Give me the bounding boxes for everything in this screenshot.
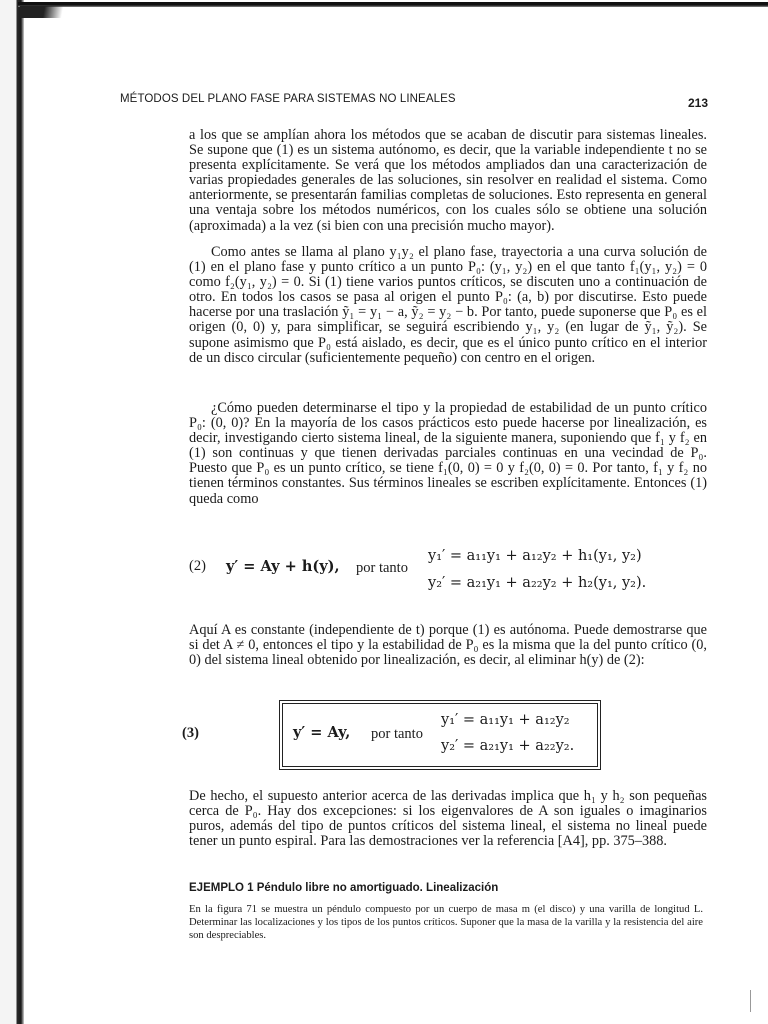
equation-2-label: (2) [189, 558, 206, 574]
equation-3-line-1: y₁′ = a₁₁y₁ + a₁₂y₂ [441, 712, 570, 728]
page-number: 213 [688, 96, 709, 110]
equation-3-connector: por tanto [371, 726, 423, 742]
paragraph-1-text: a los que se amplían ahora los métodos que se acaban de discutir para sistemas lineales. Se supone que (1) es un sistema autónomo, es decir, que la variable independiente t no se presenta explícitamente. Se verá que los métodos ampliados dan una caracterización de varias propiedades generales de las soluciones, sin resolver en realidad el sistema. Como anteriormente, se presentarán familias completas de soluciones. Esto representa en general una ventaja sobre los métodos numéricos, con los cuales sólo se obtiene una solución (aproximada) a la vez (si bien con una precisión mucho mayor). [189, 127, 707, 234]
paragraph-2-text: Como antes se llama al plano y₁y₂ el plano fase, trayectoria a una curva solución de (1) en el plano fase y punto crítico a un punto P₀: (y₁, y₂) en el que tanto f₁(y₁, y₂) = 0 como f₂(y₁, y₂) = 0. Si (1) tiene varios puntos críticos, se discuten uno a continuación de otro. En todos los casos se pasa al origen el punto P₀: (a, b) por discutirse. Esto puede hacerse por una traslación ỹ₁ = y₁ − a, ỹ₂ = y₂ − b. Por tanto, puede suponerse que P₀ es el origen (0, 0) y, para simplificar, se seguirá escribiendo y₁, y₂ (en lugar de ỹ₁, ỹ₂). Se supone asimismo que P₀ está aislado, es decir, que es el único punto crítico en el interior de un disco circular (suficientemente pequeño) con centro en el origen. [189, 244, 707, 366]
paragraph-2 [189, 245, 707, 366]
paragraph-5-text: De hecho, el supuesto anterior acerca de las derivadas implica que h₁ y h₂ son pequeñas cerca de P₀. Hay dos excepciones: si los eigenvalores de A son iguales o imaginarios puros, además del tipo de puntos críticos del sistema lineal, el sistema no lineal puede tener un punto espiral. Para las demostraciones ver la referencia [A4], pp. 375–388. [189, 788, 707, 850]
example-text: En la figura 71 se muestra un péndulo compuesto por un cuerpo de masa m (el disco) y una varilla de longitud L. Determinar las localizaciones y los tipos de los puntos críticos. Suponer que la masa de la varilla y la resistencia del aire son despreciables. [189, 904, 703, 941]
example-title: EJEMPLO 1 Péndulo libre no amortiguado. Linealización [189, 882, 499, 894]
paragraph-3-text: ¿Cómo pueden determinarse el tipo y la propiedad de estabilidad de un punto crítico P₀: (0, 0)? En la mayoría de los casos prácticos esto puede hacerse por linealización, es decir, investigando cierto sistema lineal, de la siguiente manera, suponiendo que f₁ y f₂ en (1) son continuas y que tienen derivadas parciales continuas en una vecindad de P₀. Puesto que P₀ es un punto crítico, se tiene f₁(0, 0) = 0 y f₂(0, 0) = 0. Por tanto, f₁ y f₂ no tienen términos constantes. Sus términos lineales se escriben explícitamente. Entonces (1) queda como [189, 400, 707, 507]
equation-3-label: (3) [182, 725, 199, 741]
paragraph-5 [189, 789, 707, 849]
equation-3-lhs: y′ = Ay, [293, 724, 351, 741]
scan-margin-mark [750, 990, 751, 1012]
equation-2-line-1: y₁′ = a₁₁y₁ + a₁₂y₂ + h₁(y₁, y₂) [428, 548, 642, 564]
paragraph-3 [189, 401, 707, 507]
paragraph-4-text: Aquí A es constante (independiente de t) porque (1) es autónoma. Puede demostrarse que si det A ≠ 0, entonces el tipo y la estabilidad de P₀ es la misma que la del punto crítico (0, 0) del sistema lineal obtenido por linealización, es decir, al eliminar h(y) de (2): [189, 622, 707, 669]
equation-2-connector: por tanto [356, 560, 408, 576]
running-head: MÉTODOS DEL PLANO FASE PARA SISTEMAS NO LINEALES [120, 93, 456, 105]
equation-3-box [282, 703, 598, 767]
paragraph-1 [189, 128, 707, 234]
equation-2-line-2: y₂′ = a₂₁y₁ + a₂₂y₂ + h₂(y₁, y₂). [428, 575, 647, 591]
equation-2-lhs: y′ = Ay + h(y), [226, 558, 340, 575]
equation-3-line-2: y₂′ = a₂₁y₁ + a₂₂y₂. [441, 738, 575, 754]
paragraph-4 [189, 623, 707, 668]
